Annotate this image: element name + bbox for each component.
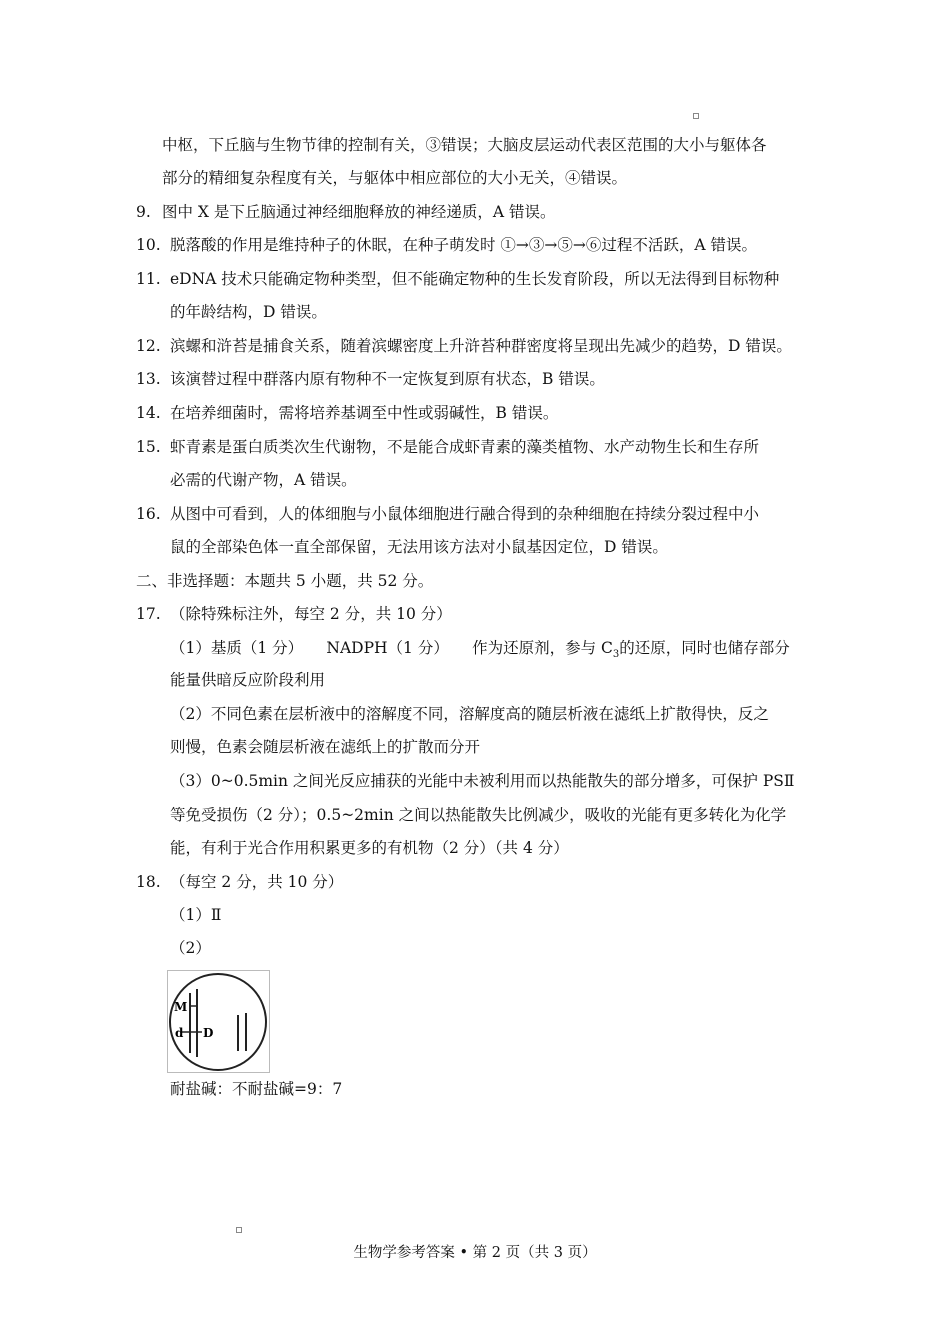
text-line: 脱落酸的作用是维持种子的休眠，在种子萌发时 ①→③→⑤→⑥过程不活跃，A 错误。 xyxy=(170,236,758,254)
text-line: （1）Ⅱ xyxy=(170,906,222,924)
cell-outline xyxy=(170,974,266,1070)
text-line: 必需的代谢产物，A 错误。 xyxy=(170,471,357,489)
answer-17-1-cont: 的还原，同时也储存部分 xyxy=(619,639,790,657)
text-line: 该演替过程中群落内原有物种不一定恢复到原有状态，B 错误。 xyxy=(170,370,605,388)
text-line: 在培养细菌时，需将培养基调至中性或弱碱性，B 错误。 xyxy=(170,404,559,422)
label-m: M xyxy=(174,1000,188,1014)
corner-mark-bottom xyxy=(236,1227,242,1233)
text-line: 虾青素是蛋白质类次生代谢物，不是能合成虾青素的藻类植物、水产动物生长和生存所 xyxy=(170,438,760,456)
item-number: 15. xyxy=(136,438,161,456)
text-line: 从图中可看到，人的体细胞与小鼠体细胞进行融合得到的杂种细胞在持续分裂过程中小 xyxy=(170,505,760,523)
text-line: 鼠的全部染色体一直全部保留，无法用该方法对小鼠基因定位，D 错误。 xyxy=(170,538,668,556)
answer-17-1: （1）基质（1 分） NADPH（1 分） 作为还原剂，参与 C xyxy=(170,639,613,657)
text-line: 图中 X 是下丘脑通过神经细胞释放的神经递质，A 错误。 xyxy=(162,203,556,221)
text-line: 能量供暗反应阶段利用 xyxy=(170,671,326,689)
corner-mark-top xyxy=(693,113,699,119)
text-line: 滨螺和浒苔是捕食关系，随着滨螺密度上升浒苔种群密度将呈现出先减少的趋势，D 错误。 xyxy=(170,337,792,355)
item-number: 9. xyxy=(136,203,151,221)
text-line: （2）不同色素在层析液中的溶解度不同，溶解度高的随层析液在滤纸上扩散得快，反之 xyxy=(170,705,769,723)
label-d-big: D xyxy=(203,1026,214,1040)
text-line: 中枢，下丘脑与生物节律的控制有关，③错误；大脑皮层运动代表区范围的大小与躯体各 xyxy=(162,136,767,154)
section-heading: 二、非选择题：本题共 5 小题，共 52 分。 xyxy=(136,572,434,590)
item-number: 17. xyxy=(136,605,161,623)
subscript-c3: 3 xyxy=(612,649,620,661)
text-line: 则慢，色素会随层析液在滤纸上的扩散而分开 xyxy=(170,738,481,756)
label-d-small: d xyxy=(175,1026,184,1040)
item-number: 11. xyxy=(136,270,161,288)
item-number: 16. xyxy=(136,505,161,523)
text-line: 能，有利于光合作用积累更多的有机物（2 分）（共 4 分） xyxy=(170,839,569,857)
text-line: （3）0~0.5min 之间光反应捕获的光能中未被利用而以热能散失的部分增多，可保护 PSⅡ xyxy=(170,772,795,790)
text-line: （每空 2 分，共 10 分） xyxy=(170,873,344,891)
text-line: （2） xyxy=(170,939,211,957)
text-line: （除特殊标注外，每空 2 分，共 10 分） xyxy=(170,605,452,623)
text-line: 等免受损伤（2 分）；0.5~2min 之间以热能散失比例减少，吸收的光能有更多转化为化学 xyxy=(170,806,787,824)
text-line xyxy=(170,637,790,666)
ratio-answer: 耐盐碱：不耐盐碱=9：7 xyxy=(170,1080,343,1098)
cell-illustration xyxy=(168,971,269,1072)
chromosome-diagram xyxy=(167,970,270,1073)
text-line: eDNA 技术只能确定物种类型，但不能确定物种的生长发育阶段，所以无法得到目标物种 xyxy=(170,270,780,288)
item-number: 18. xyxy=(136,873,161,891)
item-number: 12. xyxy=(136,337,161,355)
item-number: 14. xyxy=(136,404,161,422)
text-line: 部分的精细复杂程度有关，与躯体中相应部位的大小无关，④错误。 xyxy=(162,169,628,187)
item-number: 13. xyxy=(136,370,161,388)
page-footer: 生物学参考答案 • 第 2 页（共 3 页） xyxy=(353,1245,597,1261)
item-number: 10. xyxy=(136,236,161,254)
text-line: 的年龄结构，D 错误。 xyxy=(170,303,327,321)
